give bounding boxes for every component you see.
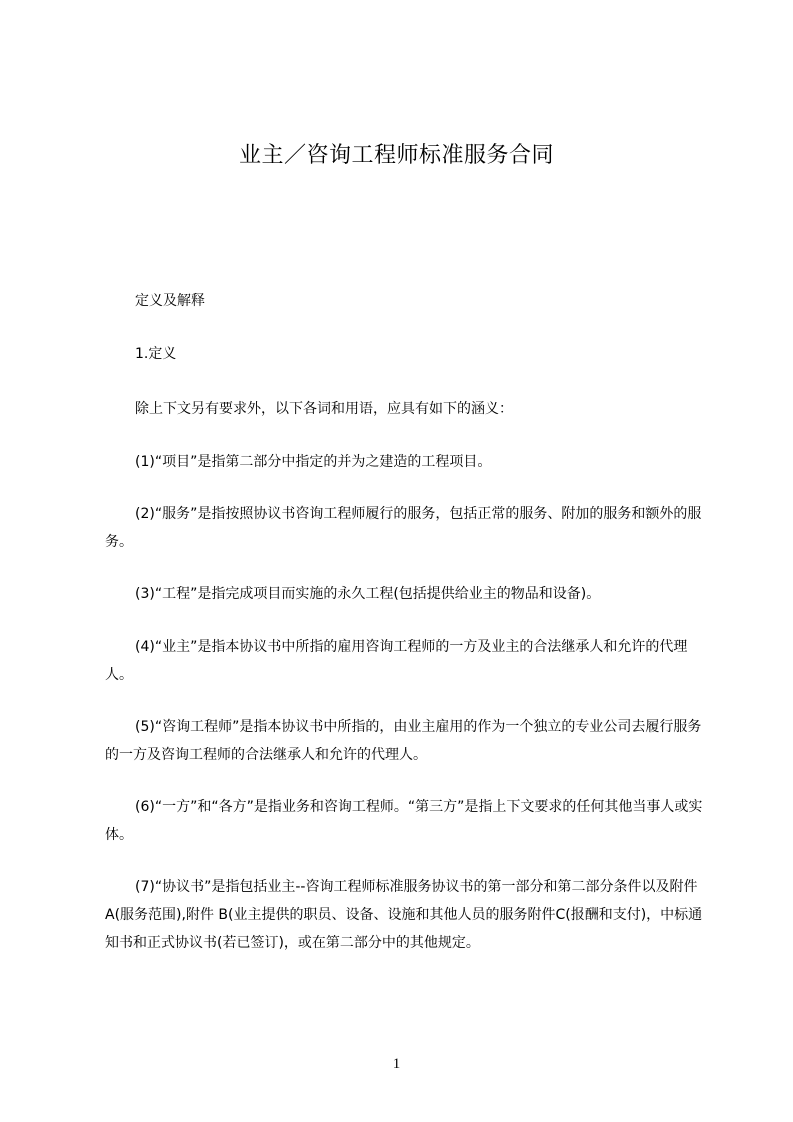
definition-item-6: (6)“一方”和“各方”是指业务和咨询工程师。“第三方”是指上下文要求的任何其他当事人或实体。 (105, 799, 703, 843)
page-number: 1 (392, 1056, 401, 1072)
intro-paragraph: 除上下文另有要求外，以下各词和用语，应具有如下的涵义： (135, 401, 513, 417)
definition-item-5: (5)“咨询工程师”是指本协议书中所指的，由业主雇用的作为一个独立的专业公司去履行服务的一方及咨询工程师的合法继承人和允许的代理人。 (105, 719, 702, 763)
definition-item-7: (7)“协议书”是指包括业主--咨询工程师标准服务协议书的第一部分和第二部分条件以及附件A(服务范围),附件 B(业主提供的职员、设备、设施和其他人员的服务附件C(报酬和支付)，中标通知书和正式协议书(若已签订)，或在第二部分中的其他规定。 (105, 879, 703, 951)
subsection-heading: 1.定义 (135, 346, 177, 362)
document-title: 业主／咨询工程师标准服务合同 (238, 143, 554, 168)
definition-item-3: (3)“工程”是指完成项目而实施的永久工程(包括提供给业主的物品和设备)。 (135, 586, 601, 602)
definition-item-1: (1)“项目”是指第二部分中指定的并为之建造的工程项目。 (135, 454, 492, 470)
definition-item-4: (4)“业主”是指本协议书中所指的雇用咨询工程师的一方及业主的合法继承人和允许的代理人。 (105, 639, 688, 683)
section-heading: 定义及解释 (135, 293, 205, 309)
definition-item-2: (2)“服务”是指按照协议书咨询工程师履行的服务，包括正常的服务、附加的服务和额外的服务。 (105, 506, 702, 550)
